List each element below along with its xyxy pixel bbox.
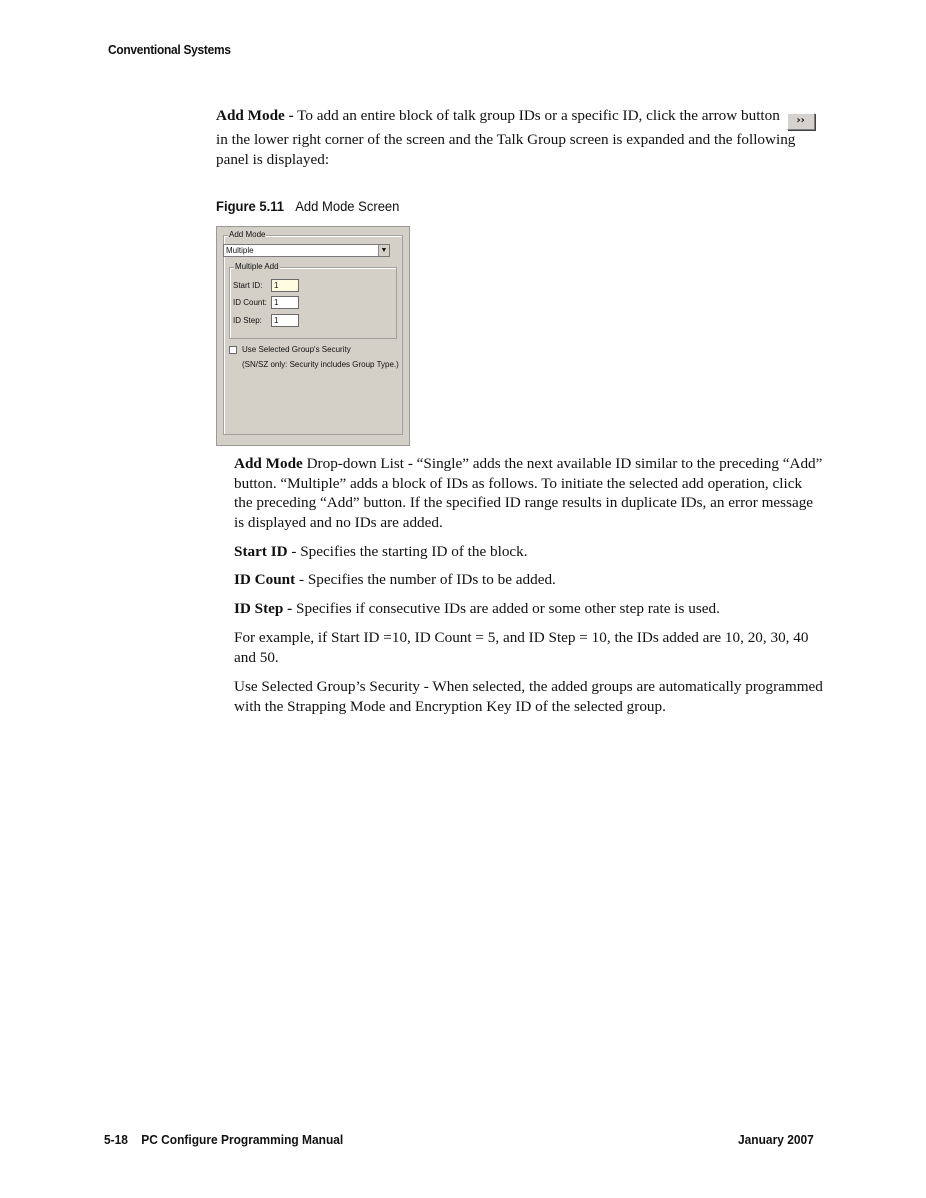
- footer-date: January 2007: [738, 1132, 814, 1147]
- description-text: For example, if Start ID =10, ID Count = 5, and ID Step = 10, the IDs added are 10, 20, 30, 40 and 50.: [234, 629, 809, 666]
- running-header: Conventional Systems: [108, 42, 231, 57]
- id-step-input[interactable]: 1: [271, 314, 299, 327]
- description-id-count: [234, 570, 824, 590]
- id-count-label: ID Count:: [233, 298, 267, 307]
- intro-text-after: in the lower right corner of the screen and the Talk Group screen is expanded and the following panel is displayed:: [216, 131, 796, 168]
- description-text: - Specifies the number of IDs to be added.: [295, 571, 556, 588]
- id-step-label: ID Step:: [233, 316, 262, 325]
- description-term: Add Mode: [234, 455, 303, 472]
- figure-caption: [216, 198, 399, 214]
- start-id-label: Start ID:: [233, 281, 263, 290]
- figure-number: Figure 5.11: [216, 198, 285, 214]
- intro-paragraph: [216, 106, 826, 169]
- expand-arrow-button[interactable]: ››: [787, 113, 815, 130]
- description-start-id: [234, 542, 824, 562]
- example-paragraph: [234, 628, 824, 667]
- description-use-security: [234, 677, 824, 716]
- add-mode-panel: [216, 226, 410, 446]
- start-id-input[interactable]: 1: [271, 279, 299, 292]
- footer-page-title: 5-18 PC Configure Programming Manual: [104, 1132, 344, 1147]
- description-term: ID Count: [234, 571, 296, 588]
- description-text: Specifies if consecutive IDs are added or some other step rate is used.: [292, 600, 720, 617]
- use-security-label: Use Selected Group's Security: [242, 345, 351, 354]
- description-text: - Specifies the starting ID of the block.: [287, 543, 528, 560]
- description-text: Drop-down List - “Single” adds the next available ID similar to the preceding “Add” button. “Multiple” adds a block of IDs as follows. To initiate the selected add operation, click the preceding “Add” button. If the specified ID range results in duplicate IDs, an error message is displayed and no IDs are added.: [234, 455, 823, 531]
- intro-term: Add Mode -: [216, 107, 294, 124]
- description-text: Use Selected Group’s Security - When selected, the added groups are automatically programmed with the Strapping Mode and Encryption Key ID of the selected group.: [234, 678, 823, 715]
- description-add-mode: [234, 454, 824, 532]
- multiple-add-legend: Multiple Add: [235, 262, 279, 271]
- figure-title: Add Mode Screen: [295, 198, 400, 214]
- description-id-step: [234, 599, 824, 619]
- description-term: Start ID: [234, 543, 288, 560]
- add-mode-legend: Add Mode: [229, 230, 266, 239]
- intro-text-before: To add an entire block of talk group IDs or a specific ID, click the arrow button: [293, 107, 784, 124]
- id-count-input[interactable]: 1: [271, 296, 299, 309]
- description-term: ID Step -: [234, 600, 293, 617]
- add-mode-value: Multiple: [226, 246, 254, 255]
- security-note: (SN/SZ only: Security includes Group Type.): [242, 360, 399, 369]
- use-security-checkbox[interactable]: [229, 346, 237, 354]
- add-mode-dropdown[interactable]: [223, 244, 390, 257]
- chevron-down-icon[interactable]: ▼: [378, 245, 389, 256]
